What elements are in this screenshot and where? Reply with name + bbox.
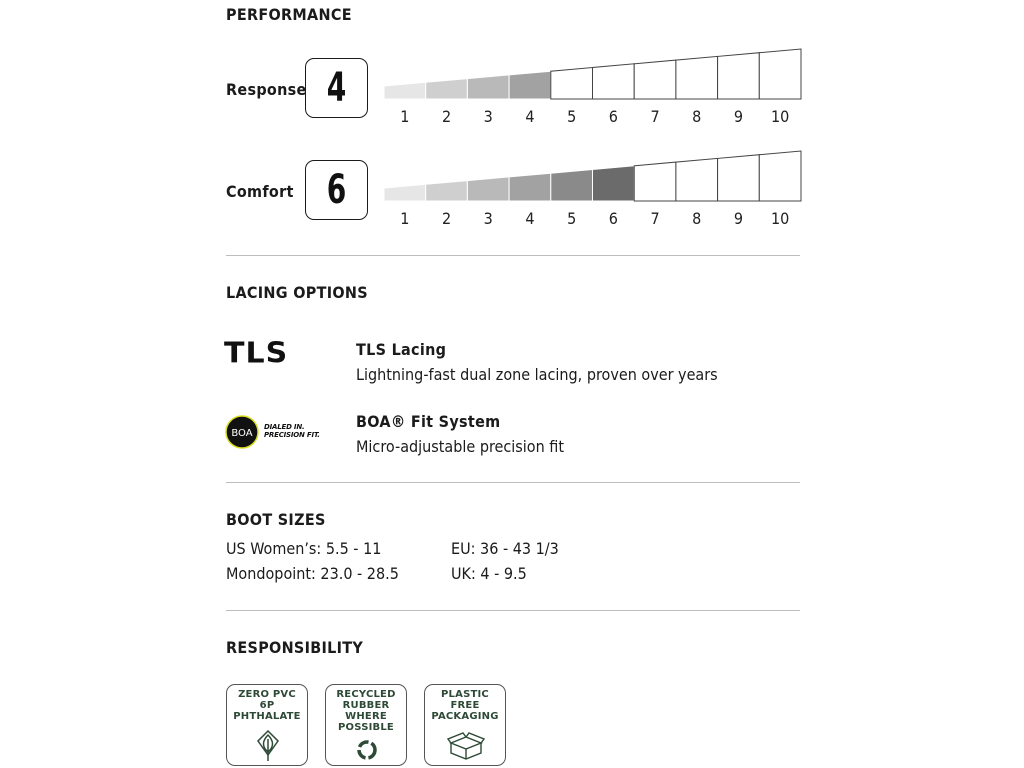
- comfort-value-box: [305, 160, 368, 220]
- scale-segment-1: [384, 184, 426, 201]
- leaf-icon: [254, 729, 282, 763]
- scale-segment-8: [676, 158, 718, 201]
- scale-tick-label: 6: [608, 209, 618, 228]
- scale-segment-5: [551, 170, 593, 202]
- scale-segment-6: [593, 64, 635, 99]
- scale-segment-2: [426, 79, 468, 99]
- boa-tagline-line-2: PRECISION FIT.: [264, 431, 320, 439]
- badge-zero-pvc: [226, 684, 308, 766]
- scale-tick-label: 6: [608, 107, 618, 126]
- scale-segment-4: [509, 71, 551, 99]
- box-icon: [447, 731, 485, 761]
- scale-segment-3: [467, 75, 509, 99]
- tls-logo: TLS: [224, 336, 289, 371]
- scale-segment-1: [384, 82, 426, 99]
- scale-tick-label: 7: [650, 107, 660, 126]
- divider-performance: [226, 255, 800, 256]
- badge-recycled-line-3: WHERE: [345, 711, 387, 722]
- scale-segment-9: [718, 53, 760, 99]
- response-label: Response: [226, 80, 307, 99]
- scale-segment-8: [676, 56, 718, 99]
- boa-logo-tagline: [264, 423, 320, 439]
- scale-tick-label: 1: [400, 107, 410, 126]
- badge-plastic-line-2: FREE: [450, 700, 480, 711]
- comfort-scale: [383, 150, 803, 204]
- scale-tick-label: 5: [567, 209, 577, 228]
- scale-tick-label: 4: [525, 107, 535, 126]
- responsibility-title: RESPONSIBILITY: [226, 638, 364, 657]
- scale-tick-label: 2: [441, 107, 452, 126]
- tls-lacing-description: Lightning-fast dual zone lacing, proven over years: [356, 365, 718, 384]
- scale-segment-3: [467, 177, 509, 201]
- badge-recycled-rubber: [325, 684, 407, 766]
- scale-segment-7: [634, 60, 676, 99]
- badge-plastic-free-text: [425, 689, 505, 722]
- scale-tick-label: 9: [733, 107, 744, 126]
- response-value-box: [305, 58, 368, 118]
- scale-tick-label: 9: [733, 209, 744, 228]
- boa-logo-mark: [225, 415, 259, 449]
- lacing-title: LACING OPTIONS: [226, 283, 368, 302]
- size-mondopoint: Mondopoint: 23.0 - 28.5: [226, 564, 399, 583]
- boot-sizes-title: BOOT SIZES: [226, 510, 326, 529]
- scale-tick-label: 7: [650, 209, 660, 228]
- scale-tick-label: 3: [483, 107, 493, 126]
- scale-segment-10: [759, 49, 801, 99]
- boa-fit-title: BOA® Fit System: [356, 412, 501, 431]
- scale-tick-label: 10: [770, 107, 790, 126]
- badge-recycled-line-2: RUBBER: [342, 700, 390, 711]
- scale-tick-label: 8: [692, 209, 702, 228]
- badge-zero-pvc-line-2: 6P: [259, 700, 275, 711]
- performance-title: PERFORMANCE: [226, 5, 352, 24]
- response-scale: [383, 48, 803, 102]
- tls-lacing-title: TLS Lacing: [356, 340, 447, 359]
- divider-sizes: [226, 610, 800, 611]
- size-eu: EU: 36 - 43 1/3: [451, 539, 559, 558]
- scale-tick-label: 10: [770, 209, 790, 228]
- scale-tick-label: 1: [400, 209, 410, 228]
- recycle-icon: [355, 737, 379, 763]
- boa-logo-text: BOA: [231, 428, 253, 439]
- badge-recycled-line-1: RECYCLED: [336, 689, 396, 700]
- badge-recycled-rubber-text: [326, 689, 406, 733]
- scale-segment-2: [426, 181, 468, 201]
- response-value: 4: [326, 65, 347, 111]
- scale-segment-5: [551, 68, 593, 100]
- scale-segment-4: [509, 173, 551, 201]
- scale-tick-label: 2: [441, 209, 452, 228]
- scale-tick-label: 8: [692, 107, 702, 126]
- boa-logo: [225, 415, 259, 449]
- size-us-women: US Women’s: 5.5 - 11: [226, 539, 382, 558]
- scale-tick-label: 5: [567, 107, 577, 126]
- scale-segment-10: [759, 151, 801, 201]
- badge-zero-pvc-line-1: ZERO PVC: [238, 689, 296, 700]
- boa-fit-description: Micro-adjustable precision fit: [356, 437, 564, 456]
- badge-recycled-line-4: POSSIBLE: [338, 722, 394, 733]
- badge-plastic-line-1: PLASTIC: [441, 689, 489, 700]
- scale-segment-9: [718, 155, 760, 201]
- scale-segment-6: [593, 166, 635, 201]
- badge-plastic-free: [424, 684, 506, 766]
- badge-plastic-line-3: PACKAGING: [431, 711, 499, 722]
- scale-tick-label: 3: [483, 209, 493, 228]
- size-uk: UK: 4 - 9.5: [451, 564, 527, 583]
- comfort-value: 6: [326, 167, 347, 213]
- scale-tick-label: 4: [525, 209, 535, 228]
- comfort-label: Comfort: [226, 182, 294, 201]
- scale-segment-7: [634, 162, 676, 201]
- badge-zero-pvc-text: [227, 689, 307, 722]
- boa-tagline-line-1: DIALED IN.: [264, 423, 305, 431]
- badge-zero-pvc-line-3: PHTHALATE: [233, 711, 301, 722]
- divider-lacing: [226, 482, 800, 483]
